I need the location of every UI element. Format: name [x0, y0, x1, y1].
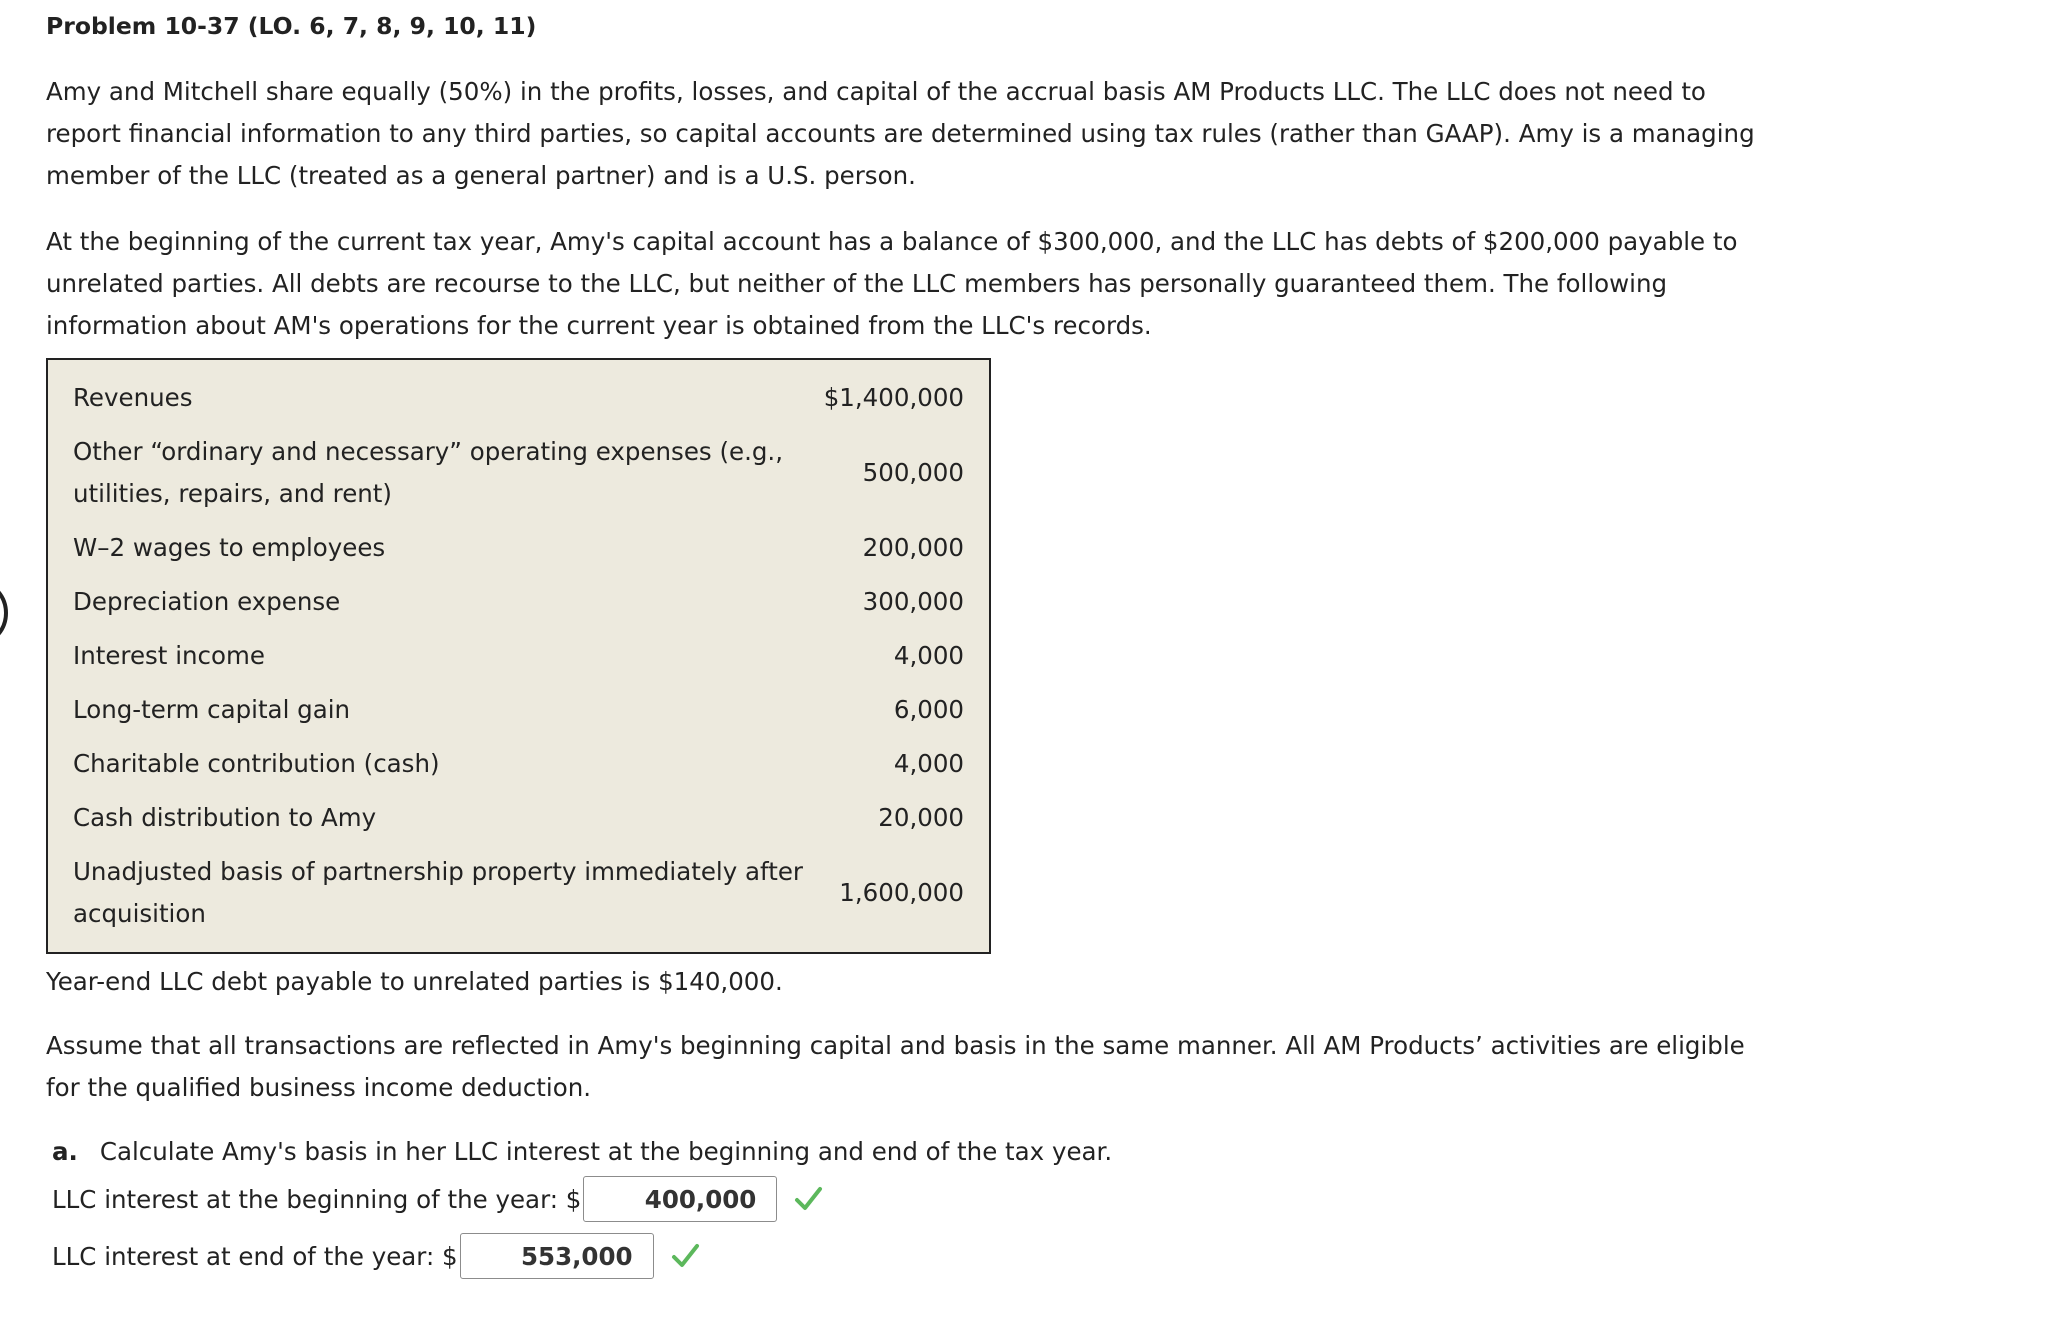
- row-value: 500,000: [862, 458, 964, 487]
- row-label: Cash distribution to Amy: [73, 803, 377, 832]
- problem-paragraph-1: Amy and Mitchell share equally (50%) in the profits, losses, and capital of the accrual basis AM Products LLC. The LLC does not need to report financial information to any third parties, so capital accounts are determined using tax rules (rather than GAAP). Amy is a managing member of the LLC (treated as a general partner) and is a U.S. person.: [46, 77, 1755, 190]
- table-row: [73, 425, 964, 521]
- partial-circle-graphic: [0, 578, 8, 648]
- answer-label-end: LLC interest at end of the year: $: [52, 1241, 458, 1271]
- row-value: 4,000: [893, 641, 964, 670]
- table-row: [73, 629, 964, 683]
- row-label: Long-term capital gain: [73, 695, 351, 724]
- end-basis-input[interactable]: [460, 1233, 654, 1279]
- problem-paragraph-2: At the beginning of the current tax year, Amy's capital account has a balance of $300,000, and the LLC has debts of $200,000 payable to unrelated parties. All debts are recourse to the LLC, but neither of the LLC members has personally guaranteed them. The following information about AM's operations for the current year is obtained from the LLC's records.: [46, 227, 1738, 340]
- table-row: [73, 575, 964, 629]
- table-row: [73, 737, 964, 791]
- row-value: 300,000: [862, 587, 964, 616]
- row-label: Revenues: [73, 383, 193, 412]
- row-value: $1,400,000: [823, 383, 964, 412]
- problem-title: Problem 10-37 (LO. 6, 7, 8, 9, 10, 11): [46, 12, 537, 40]
- problem-paragraph-3: Year-end LLC debt payable to unrelated parties is $140,000.: [46, 967, 783, 996]
- question-text: Calculate Amy's basis in her LLC interest at the beginning and end of the tax year.: [99, 1137, 1113, 1166]
- row-value: 4,000: [893, 749, 964, 778]
- checkmark-icon: [793, 1184, 823, 1214]
- problem-paragraph-4: Assume that all transactions are reflected in Amy's beginning capital and basis in the same manner. All AM Products’ activities are eligible for the qualified business income deduction.: [46, 1031, 1745, 1102]
- answer-label-beginning: LLC interest at the beginning of the year: $: [52, 1184, 582, 1214]
- beginning-basis-input[interactable]: [583, 1176, 777, 1222]
- table-row: [73, 683, 964, 737]
- row-label: Other “ordinary and necessary” operating expenses (e.g., utilities, repairs, and rent): [73, 437, 783, 508]
- checkmark-icon: [670, 1241, 700, 1271]
- table-row: [73, 845, 964, 941]
- row-label: Depreciation expense: [73, 587, 341, 616]
- table-row: [73, 521, 964, 575]
- question-a: [52, 1131, 1112, 1173]
- question-letter: a.: [52, 1137, 78, 1166]
- row-label: W–2 wages to employees: [73, 533, 386, 562]
- row-value: 6,000: [893, 695, 964, 724]
- table-row: [73, 371, 964, 425]
- row-label: Interest income: [73, 641, 265, 670]
- answer-row-beginning: [52, 1176, 823, 1222]
- row-label: Unadjusted basis of partnership property immediately after acquisition: [73, 857, 803, 928]
- row-value: 1,600,000: [839, 878, 964, 907]
- answer-row-end: [52, 1233, 700, 1279]
- row-value: 200,000: [862, 533, 964, 562]
- row-value: 20,000: [878, 803, 964, 832]
- row-label: Charitable contribution (cash): [73, 749, 440, 778]
- table-row: [73, 791, 964, 845]
- operations-table: [46, 358, 991, 954]
